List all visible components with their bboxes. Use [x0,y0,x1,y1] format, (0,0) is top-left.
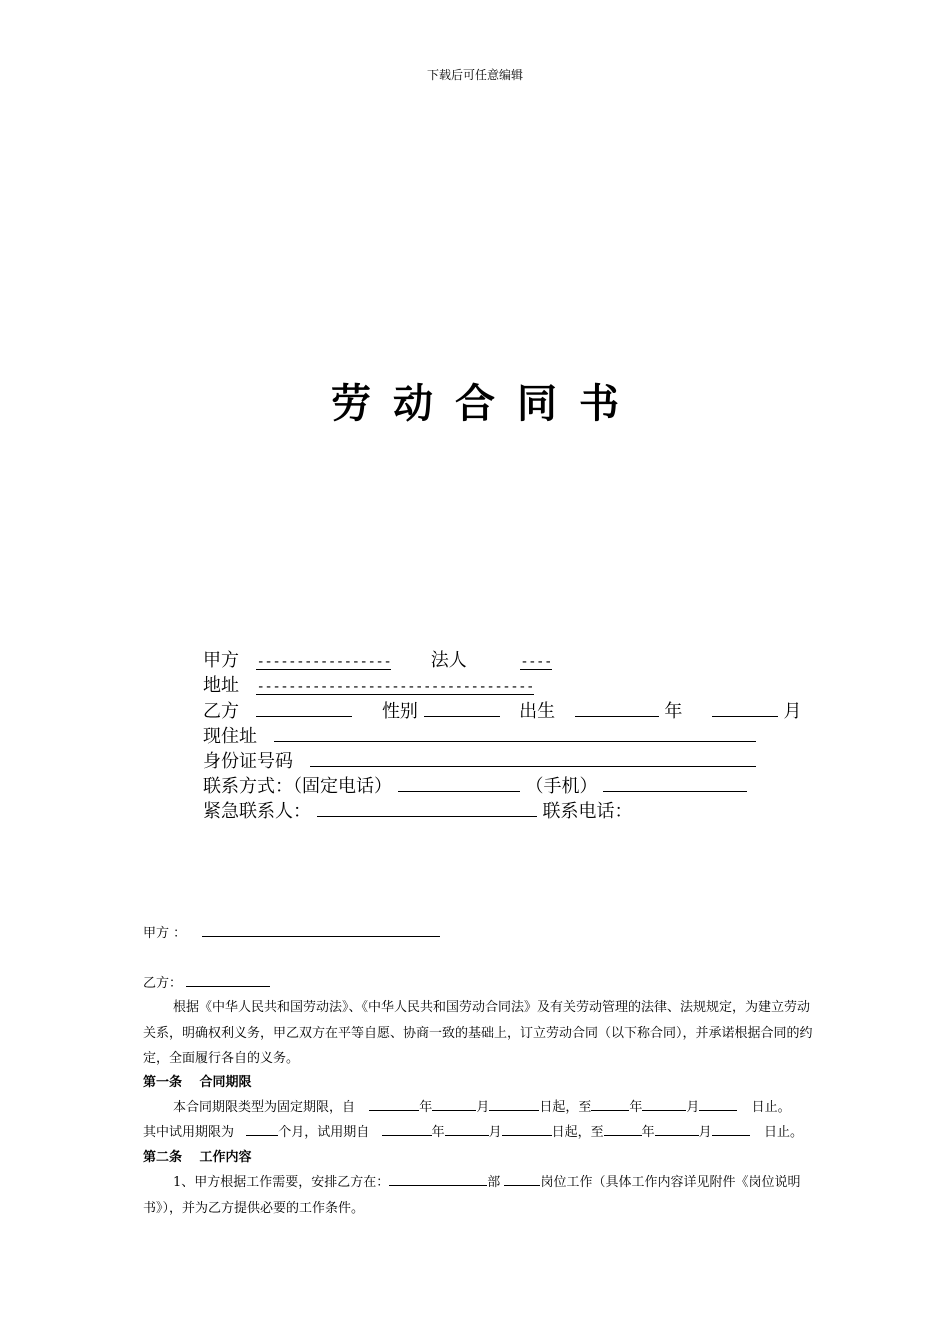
start-day-label: 日起，至 [539,1100,592,1115]
probation-end-year-label: 年 [641,1125,655,1140]
probation-end-day-label: 日止。 [763,1125,803,1140]
cover-party-a-row [203,648,552,673]
birth-month-field[interactable] [712,698,778,717]
article2-paragraph1 [143,1170,813,1221]
department-field[interactable] [389,1172,487,1186]
body-party-b-label: 乙方： [143,976,183,991]
birth-year-field[interactable] [575,698,659,717]
legal-person-field[interactable]: ---- [520,654,552,670]
end-year-field[interactable] [591,1097,629,1111]
current-address-field[interactable] [274,723,756,742]
cover-address-row [203,673,534,698]
emergency-contact-label: 紧急联系人： [203,801,311,822]
address-field[interactable]: ----------------------------------- [256,679,534,695]
start-month-label: 月 [476,1100,490,1115]
start-month-field[interactable] [432,1097,476,1111]
article2-p1-text-c: 岗位工作（具体工作内容详见附件《岗位说明书》），并为乙方提供必要的工作条件。 [143,1175,801,1216]
birth-month-label: 月 [783,701,802,722]
legal-person-label: 法人 [430,650,467,671]
party-b-label: 乙方 [203,701,239,722]
probation-start-year-field[interactable] [382,1122,432,1136]
probation-start-month-field[interactable] [445,1122,489,1136]
cover-emergency-row [203,798,632,824]
mobile-label: （手机） [525,776,598,797]
contact-label: 联系方式：（固定电话） [203,776,392,797]
article2-title: 第二条 工作内容 [143,1150,252,1165]
start-year-field[interactable] [369,1097,419,1111]
term-type-text: 本合同期限类型为固定期限，自 [173,1100,356,1115]
end-month-field[interactable] [642,1097,686,1111]
end-day-field[interactable] [699,1097,737,1111]
end-year-label: 年 [629,1100,643,1115]
end-day-label: 日止。 [751,1100,791,1115]
start-year-label: 年 [419,1100,433,1115]
current-address-label: 现住址 [203,726,257,747]
cover-party-b-row [203,698,802,724]
probation-end-day-field[interactable] [712,1122,750,1136]
article1-line1 [173,1095,791,1120]
article1-line2 [143,1120,803,1145]
body-party-a-label: 甲方 ： [143,926,187,941]
mobile-field[interactable] [603,773,747,792]
probation-end-month-field[interactable] [655,1122,699,1136]
article2-p1-text-a: 1、甲方根据工作需要，安排乙方在： [173,1175,390,1190]
article2-p1-text-b: 部 [487,1175,501,1190]
id-label: 身份证号码 [203,751,293,772]
gender-field[interactable] [424,698,500,717]
probation-start-month-label: 月 [488,1125,502,1140]
body-party-b-field[interactable] [186,973,270,987]
probation-text: 其中试用期限为 [143,1125,235,1140]
probation-from-text: 个月，试用期自 [278,1125,370,1140]
gender-label: 性别 [381,701,418,722]
cover-contact-row [203,773,747,799]
cover-current-address-row [203,723,756,749]
body-party-b-row [143,971,270,996]
birth-label: 出生 [519,701,556,722]
article1-title: 第一条 合同期限 [143,1075,252,1090]
party-a-field[interactable]: ----------------- [256,654,392,670]
probation-start-day-label: 日起，至 [551,1125,604,1140]
intro-paragraph: 根据《中华人民共和国劳动法》、《中华人民共和国劳动合同法》及有关劳动管理的法律、法规规定，为建立劳动关系，明确权利义务，甲乙双方在平等自愿、协商一致的基础上，订立劳动合同（以下称合同），并承诺根据合同的约定，全面履行各自的义务。 [143,1000,813,1066]
header-note: 下载后可任意编辑 [426,68,523,82]
probation-start-day-field[interactable] [502,1122,552,1136]
emergency-contact-field[interactable] [317,798,537,817]
probation-months-field[interactable] [246,1122,278,1136]
cover-id-row [203,748,756,774]
probation-start-year-label: 年 [431,1125,445,1140]
probation-end-month-label: 月 [698,1125,712,1140]
position-field[interactable] [504,1172,540,1186]
party-a-label: 甲方 [203,650,239,671]
end-month-label: 月 [686,1100,700,1115]
party-b-field[interactable] [256,698,352,717]
emergency-phone-label: 联系电话： [542,801,633,822]
id-number-field[interactable] [310,748,756,767]
body-party-a-row [143,921,440,946]
birth-year-label: 年 [664,701,683,722]
landline-field[interactable] [398,773,520,792]
document-title: 劳动合同书 [331,380,641,427]
address-label: 地址 [203,675,239,696]
start-day-field[interactable] [489,1097,539,1111]
body-party-a-field[interactable] [202,923,440,937]
probation-end-year-field[interactable] [604,1122,642,1136]
